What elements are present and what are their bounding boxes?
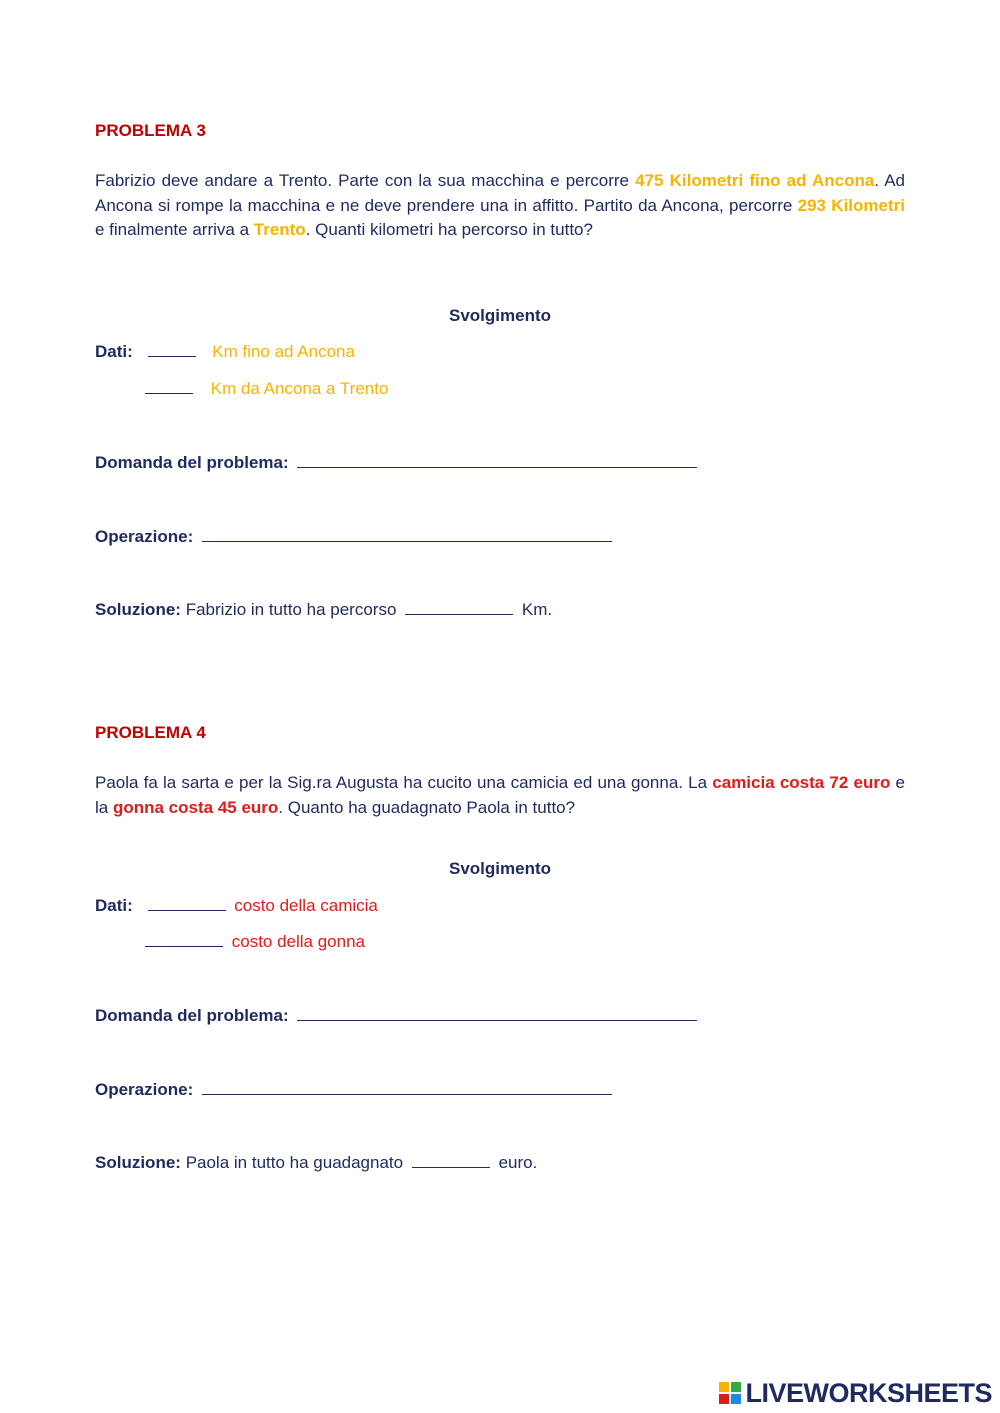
problem3-dati-blank-1[interactable] bbox=[148, 342, 196, 357]
problem3-domanda-blank[interactable] bbox=[297, 453, 697, 468]
liveworksheets-logo[interactable] bbox=[719, 1377, 992, 1409]
problem4-domanda-row: Domanda del problema: bbox=[95, 1006, 701, 1026]
problem4-dati-blank-2[interactable] bbox=[145, 932, 223, 947]
problem4-domanda-blank[interactable] bbox=[297, 1006, 697, 1021]
problem3-domanda-row: Domanda del problema: bbox=[95, 453, 701, 473]
problem3-svolgimento-heading: Svolgimento bbox=[448, 306, 551, 325]
problem3-operazione-row: Operazione: bbox=[95, 527, 616, 547]
problem4-operazione-row: Operazione: bbox=[95, 1080, 616, 1100]
logo-text: LIVEWORKSHEETS bbox=[745, 1377, 992, 1408]
problem4-svolgimento-heading: Svolgimento bbox=[448, 859, 551, 878]
problem4-soluzione-blank[interactable] bbox=[412, 1153, 490, 1168]
problem4-operazione-blank[interactable] bbox=[202, 1080, 612, 1095]
problem4-dati-blank-1[interactable] bbox=[148, 896, 226, 911]
problem4-title: PROBLEMA 4 bbox=[95, 723, 206, 742]
problem3-soluzione-blank[interactable] bbox=[405, 600, 513, 615]
problem4-dati-row-1: Dati: costo della camicia bbox=[95, 896, 378, 915]
problem4-soluzione-row: Soluzione: Paola in tutto ha guadagnato euro. bbox=[95, 1153, 538, 1172]
problem3-dati-row-2: Km da Ancona a Trento bbox=[145, 379, 388, 399]
problem3-soluzione-row: Soluzione: Fabrizio in tutto ha percorso Km. bbox=[95, 600, 553, 619]
problem3-dati-blank-2[interactable] bbox=[145, 379, 193, 394]
problem3-text: Fabrizio deve andare a Trento. Parte con la sua macchina e percorre 475 Kilometri fino ad Ancona. Ad Ancona si rompe la macchina e ne deve prendere una in affitto. Partito da Ancona, percorre 293 Kilometri e finalmente arriva a Trento. Quanti kilometri ha percorso in tutto? bbox=[95, 171, 905, 239]
problem3-operazione-blank[interactable] bbox=[202, 527, 612, 542]
problem4-text: Paola fa la sarta e per la Sig.ra Augusta ha cucito una camicia ed una gonna. La camicia costa 72 euro e la gonna costa 45 euro. Quanto ha guadagnato Paola in tutto? bbox=[95, 773, 905, 817]
logo-squares-icon bbox=[719, 1382, 741, 1404]
problem3-title: PROBLEMA 3 bbox=[95, 121, 206, 140]
problem3-dati-row-1: Dati: Km fino ad Ancona bbox=[95, 342, 355, 361]
problem4-dati-row-2: costo della gonna bbox=[145, 932, 365, 952]
